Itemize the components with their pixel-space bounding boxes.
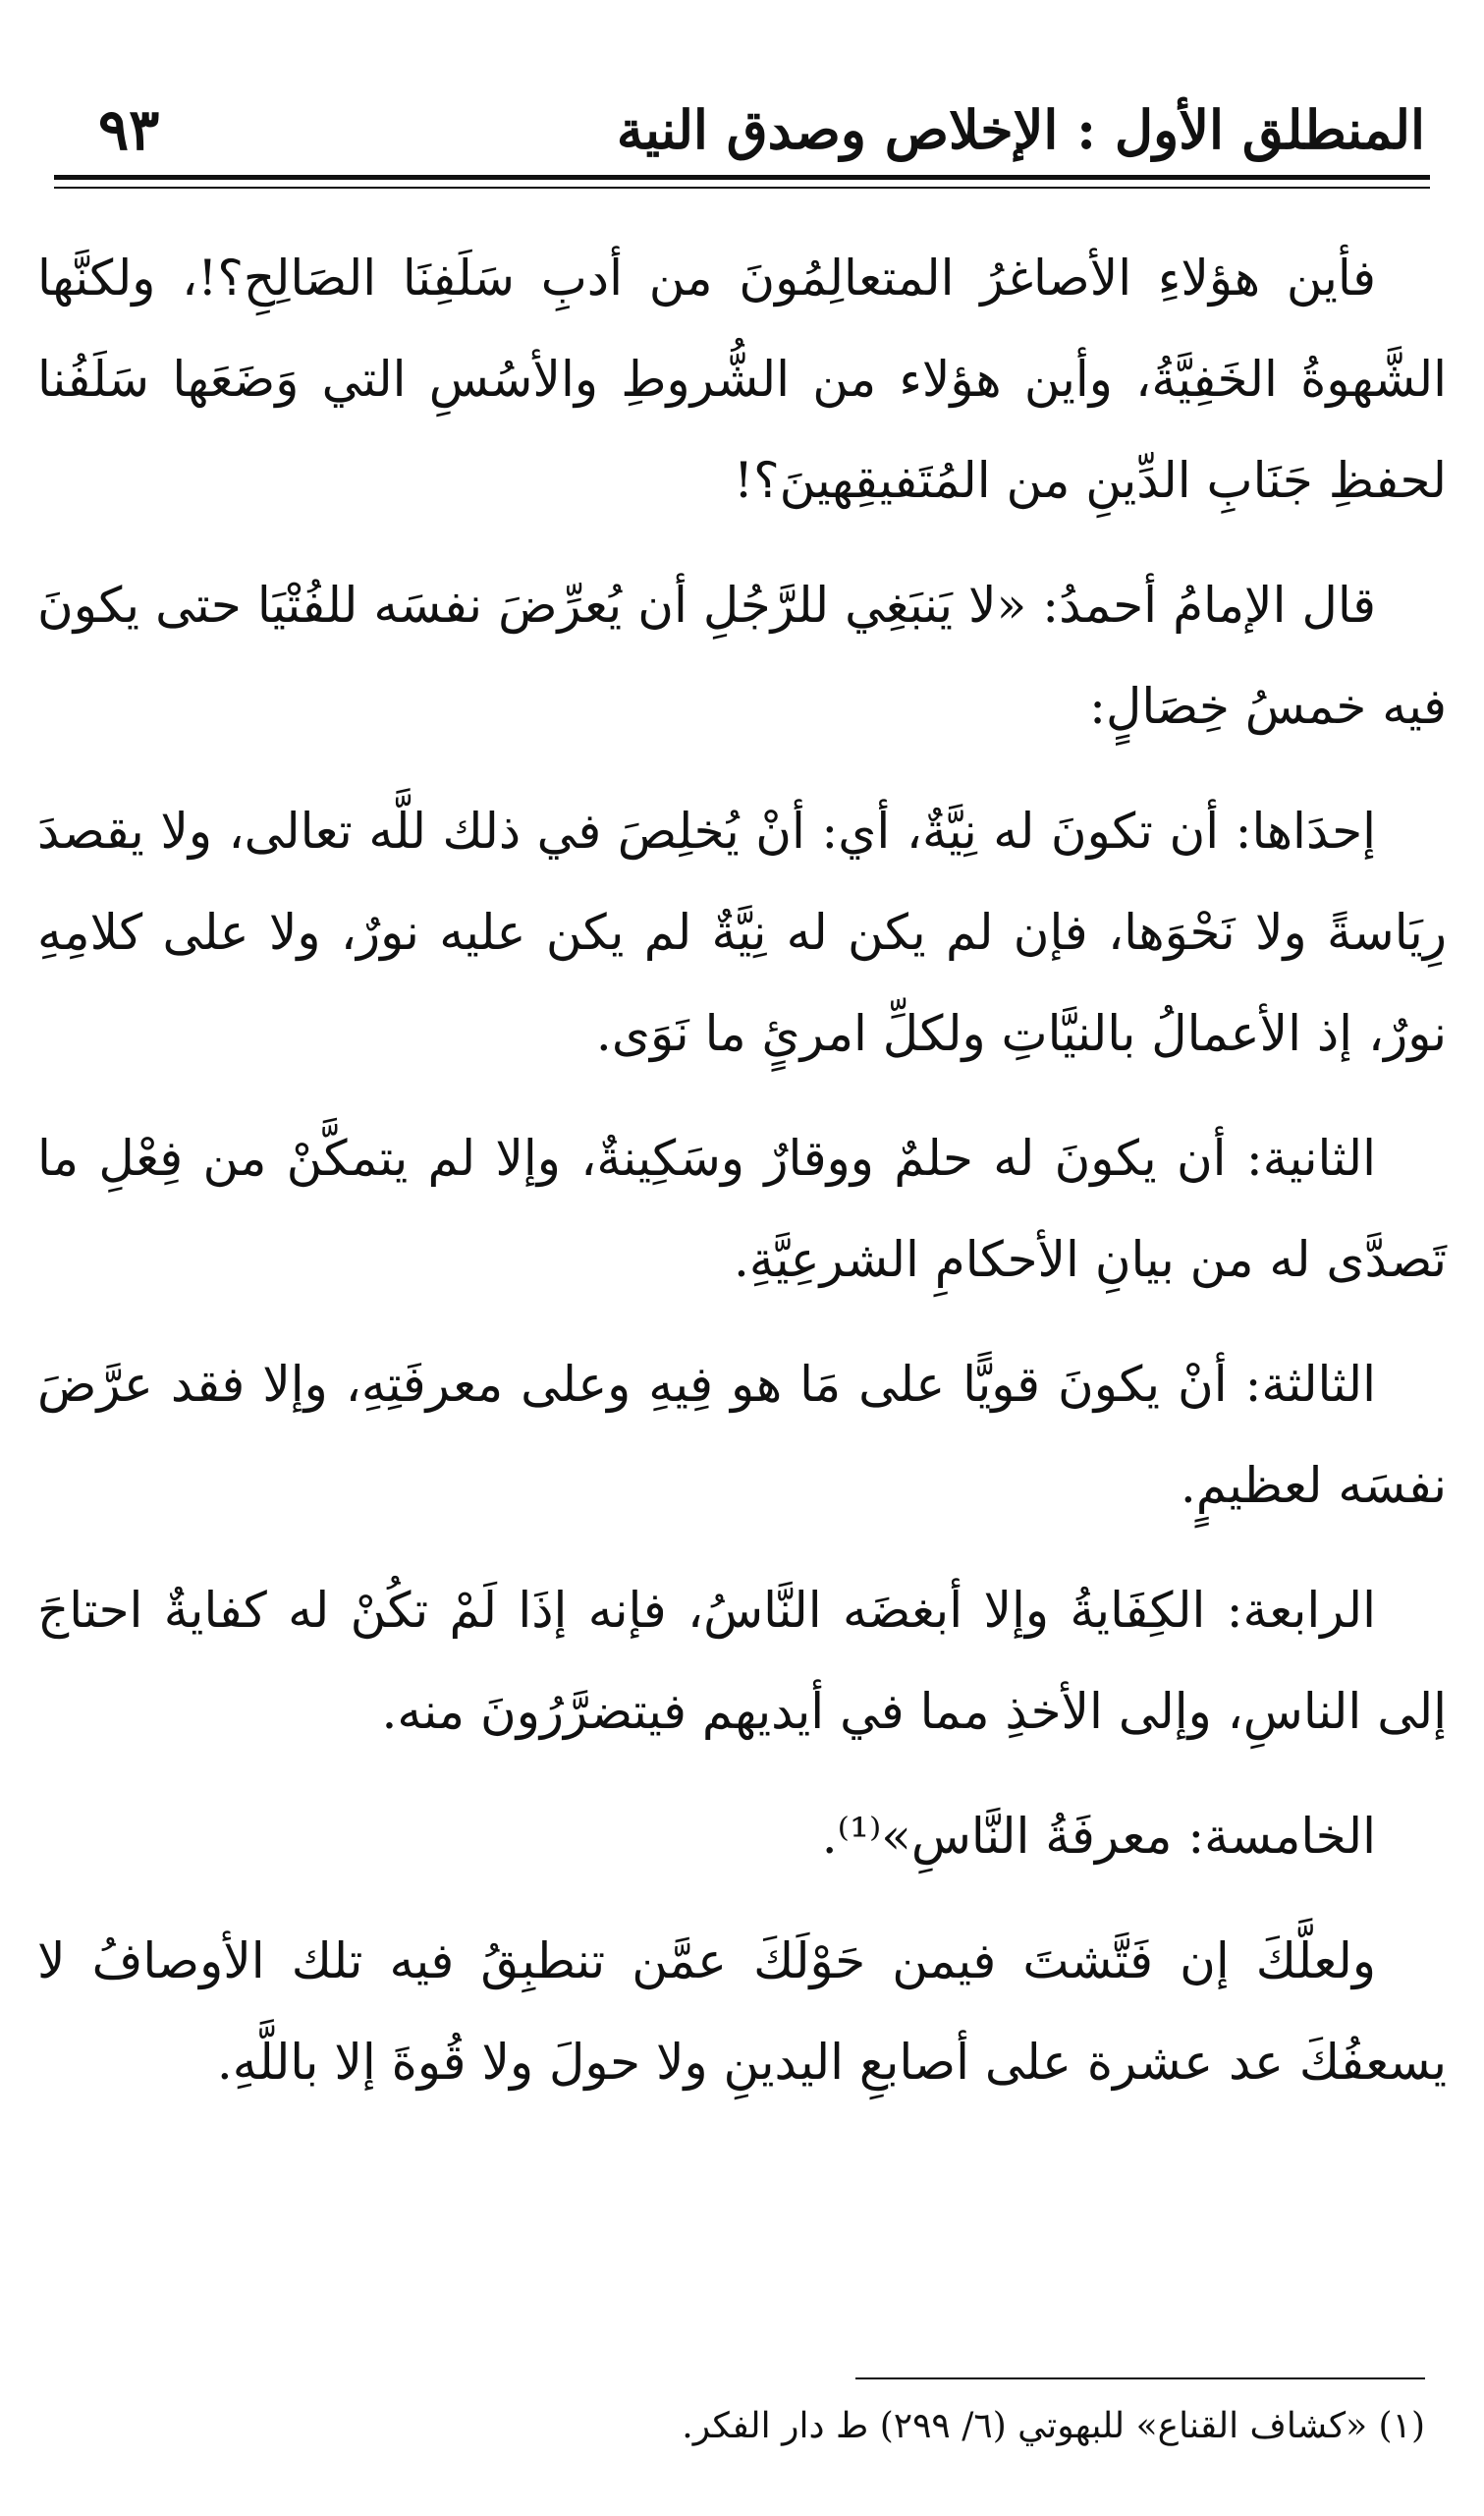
footnote-rule: [855, 2377, 1425, 2379]
paragraph-5: الثالثة: أنْ يكونَ قويًّا على مَا هو فِيهِ وعلى معرفَتِهِ، وإلا فقد عرَّضَ نفسَه لعظيمٍ.: [37, 1356, 1447, 1514]
paragraph-3: إحدَاها: أن تكونَ له نِيَّةٌ، أي: أنْ يُخلِصَ في ذلك للَّه تعالى، ولا يقصدَ رِيَاسةً ولا نَحْوَها، فإن لم يكن له نِيَّةٌ لم يكن عليه نورٌ، ولا على كلامِهِ نورٌ، إذ الأعمالُ بالنيَّاتِ ولكلِّ امرئٍ ما نَوَى.: [37, 803, 1447, 1062]
footnote: (١) «كشاف القناع» للبهوتي (٦/ ٢٩٩) ط دار الفكر.: [682, 2406, 1425, 2446]
paragraph-1: فأين هؤلاءِ الأصاغرُ المتعالِمُونَ من أدبِ سَلَفِنَا الصَالِحِ؟!، ولكنَّها الشَّهوةُ الخَفِيَّةُ، وأين هؤلاء من الشُّروطِ والأسُسِ التي وَضَعَها سَلَفُنا لحفظِ جَنَابِ الدِّينِ من المُتَفيقِهينَ؟!: [37, 250, 1447, 509]
running-title: المنطلق الأول : الإخلاص وصدق النية: [616, 98, 1425, 161]
paragraph-8: ولعلَّكَ إن فَتَّشتَ فيمن حَوْلَكَ عمَّن تنطبِقُ فيه تلك الأوصافُ لا يسعفُكَ عد عشرة على أصابعِ اليدينِ ولا حولَ ولا قُوةَ إلا باللَّهِ.: [37, 1932, 1447, 2091]
body-text: [37, 228, 1447, 2137]
page-header: [59, 90, 1425, 169]
header-rule-thick: [54, 175, 1430, 180]
paragraph-7: الخامسة: معرفَةُ النَّاسِ»⁽¹⁾.: [821, 1808, 1376, 1865]
paragraph-4: الثانية: أن يكونَ له حلمٌ ووقارٌ وسَكِينةٌ، وإلا لم يتمكَّنْ من فِعْلِ ما تَصدَّى له من بيانِ الأحكامِ الشرعِيَّةِ.: [37, 1130, 1447, 1288]
paragraph-2: قال الإمامُ أحمدُ: «لا يَنبَغِي للرَّجُلِ أن يُعرِّضَ نفسَه للفُتْيَا حتى يكونَ فيه خمسُ خِصَالٍ:: [37, 577, 1447, 735]
header-rule-thin: [54, 187, 1430, 189]
page-number: ٩٣: [98, 96, 160, 163]
paragraph-6: الرابعة: الكِفَايةُ وإلا أبغضَه النَّاسُ، فإنه إذَا لَمْ تكُنْ له كفايةٌ احتاجَ إلى الناسِ، وإلى الأخذِ مما في أيديهم فيتضرَّرُونَ منه.: [37, 1582, 1447, 1740]
